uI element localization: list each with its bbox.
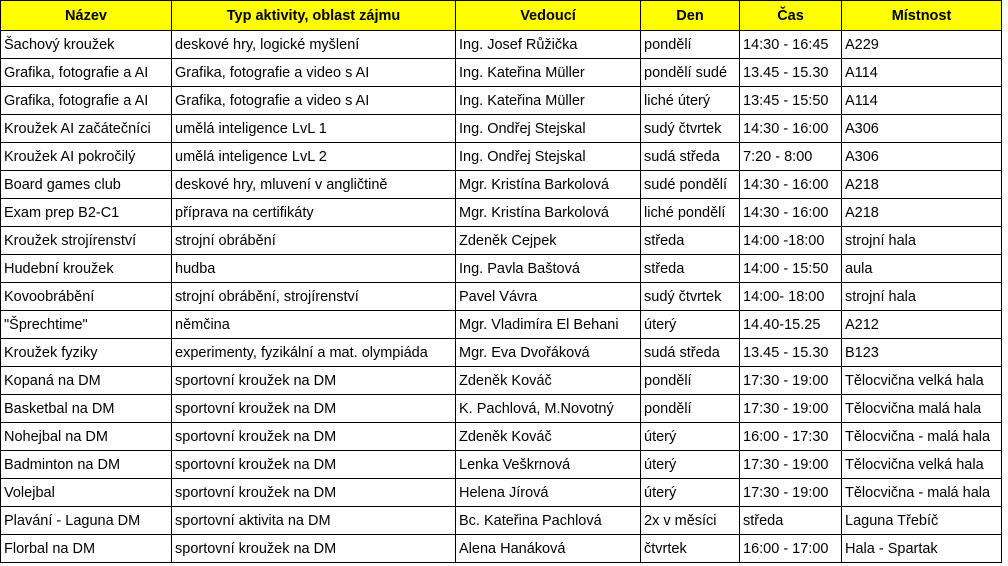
cell-den: pondělí (641, 395, 740, 423)
cell-cas: 14:30 - 16:00 (740, 199, 842, 227)
cell-den: sudé pondělí (641, 171, 740, 199)
cell-den: úterý (641, 451, 740, 479)
cell-den: liché úterý (641, 87, 740, 115)
table-row (1, 283, 1002, 311)
cell-nazev: Badminton na DM (1, 451, 172, 479)
table-row (1, 395, 1002, 423)
table-row (1, 171, 1002, 199)
cell-mistnost: Hala - Spartak (842, 535, 1002, 563)
cell-typ-aktivity: Grafika, fotografie a video s AI (172, 59, 456, 87)
cell-cas: středa (740, 507, 842, 535)
table-row (1, 59, 1002, 87)
cell-mistnost: A306 (842, 143, 1002, 171)
cell-cas: 17:30 - 19:00 (740, 451, 842, 479)
cell-nazev: Grafika, fotografie a AI (1, 87, 172, 115)
cell-den: středa (641, 255, 740, 283)
header-typ-aktivity: Typ aktivity, oblast zájmu (172, 1, 456, 31)
cell-vedouci: Mgr. Eva Dvořáková (456, 339, 641, 367)
cell-den: sudá středa (641, 339, 740, 367)
header-cas: Čas (740, 1, 842, 31)
cell-vedouci: Pavel Vávra (456, 283, 641, 311)
cell-nazev: Basketbal na DM (1, 395, 172, 423)
cell-typ-aktivity: deskové hry, logické myšlení (172, 31, 456, 59)
cell-mistnost: strojní hala (842, 283, 1002, 311)
cell-vedouci: Helena Jírová (456, 479, 641, 507)
cell-typ-aktivity: příprava na certifikáty (172, 199, 456, 227)
cell-den: liché pondělí (641, 199, 740, 227)
cell-mistnost: A306 (842, 115, 1002, 143)
cell-typ-aktivity: experimenty, fyzikální a mat. olympiáda (172, 339, 456, 367)
cell-den: pondělí (641, 31, 740, 59)
cell-mistnost: A218 (842, 199, 1002, 227)
header-mistnost: Místnost (842, 1, 1002, 31)
table-row (1, 479, 1002, 507)
cell-mistnost: aula (842, 255, 1002, 283)
cell-cas: 17:30 - 19:00 (740, 395, 842, 423)
cell-nazev: Kroužek fyziky (1, 339, 172, 367)
table-row (1, 143, 1002, 171)
header-den: Den (641, 1, 740, 31)
cell-nazev: Šachový kroužek (1, 31, 172, 59)
cell-den: pondělí (641, 367, 740, 395)
cell-vedouci: K. Pachlová, M.Novotný (456, 395, 641, 423)
cell-den: sudá středa (641, 143, 740, 171)
cell-typ-aktivity: strojní obrábění, strojírenství (172, 283, 456, 311)
cell-nazev: Kopaná na DM (1, 367, 172, 395)
cell-cas: 16:00 - 17:00 (740, 535, 842, 563)
table-row (1, 255, 1002, 283)
table-row (1, 227, 1002, 255)
cell-typ-aktivity: Grafika, fotografie a video s AI (172, 87, 456, 115)
cell-cas: 14:30 - 16:45 (740, 31, 842, 59)
cell-den: úterý (641, 479, 740, 507)
cell-mistnost: A218 (842, 171, 1002, 199)
cell-cas: 17:30 - 19:00 (740, 367, 842, 395)
cell-typ-aktivity: deskové hry, mluvení v angličtině (172, 171, 456, 199)
cell-den: sudý čtvrtek (641, 283, 740, 311)
cell-mistnost: A229 (842, 31, 1002, 59)
cell-vedouci: Lenka Veškrnová (456, 451, 641, 479)
cell-cas: 14.40-15.25 (740, 311, 842, 339)
cell-typ-aktivity: strojní obrábění (172, 227, 456, 255)
cell-mistnost: B123 (842, 339, 1002, 367)
cell-typ-aktivity: umělá inteligence LvL 2 (172, 143, 456, 171)
cell-vedouci: Zdeněk Cejpek (456, 227, 641, 255)
cell-cas: 16:00 - 17:30 (740, 423, 842, 451)
cell-mistnost: Laguna Třebíč (842, 507, 1002, 535)
cell-vedouci: Mgr. Kristína Barkolová (456, 199, 641, 227)
cell-nazev: "Šprechtime" (1, 311, 172, 339)
cell-nazev: Kroužek strojírenství (1, 227, 172, 255)
cell-mistnost: Tělocvična velká hala (842, 367, 1002, 395)
cell-nazev: Florbal na DM (1, 535, 172, 563)
table-row (1, 115, 1002, 143)
cell-nazev: Hudební kroužek (1, 255, 172, 283)
cell-vedouci: Ing. Kateřina Müller (456, 87, 641, 115)
cell-typ-aktivity: sportovní aktivita na DM (172, 507, 456, 535)
cell-mistnost: A212 (842, 311, 1002, 339)
cell-cas: 14:00 - 15:50 (740, 255, 842, 283)
table-row (1, 507, 1002, 535)
header-nazev: Název (1, 1, 172, 31)
cell-nazev: Plavání - Laguna DM (1, 507, 172, 535)
cell-cas: 17:30 - 19:00 (740, 479, 842, 507)
cell-nazev: Exam prep B2-C1 (1, 199, 172, 227)
cell-vedouci: Ing. Pavla Baštová (456, 255, 641, 283)
cell-den: pondělí sudé (641, 59, 740, 87)
cell-typ-aktivity: hudba (172, 255, 456, 283)
cell-den: úterý (641, 311, 740, 339)
cell-nazev: Kroužek AI pokročilý (1, 143, 172, 171)
cell-cas: 14:30 - 16:00 (740, 171, 842, 199)
cell-cas: 14:00 -18:00 (740, 227, 842, 255)
cell-nazev: Volejbal (1, 479, 172, 507)
cell-typ-aktivity: sportovní kroužek na DM (172, 479, 456, 507)
cell-typ-aktivity: sportovní kroužek na DM (172, 367, 456, 395)
cell-cas: 14:30 - 16:00 (740, 115, 842, 143)
cell-typ-aktivity: sportovní kroužek na DM (172, 535, 456, 563)
cell-den: úterý (641, 423, 740, 451)
cell-vedouci: Ing. Ondřej Stejskal (456, 143, 641, 171)
cell-cas: 13.45 - 15.30 (740, 59, 842, 87)
cell-cas: 13:45 - 15:50 (740, 87, 842, 115)
cell-vedouci: Ing. Ondřej Stejskal (456, 115, 641, 143)
cell-nazev: Kovoobrábění (1, 283, 172, 311)
cell-mistnost: Tělocvična velká hala (842, 451, 1002, 479)
cell-vedouci: Ing. Kateřina Müller (456, 59, 641, 87)
table-row (1, 199, 1002, 227)
cell-cas: 14:00- 18:00 (740, 283, 842, 311)
cell-vedouci: Ing. Josef Růžička (456, 31, 641, 59)
cell-nazev: Grafika, fotografie a AI (1, 59, 172, 87)
cell-nazev: Board games club (1, 171, 172, 199)
cell-mistnost: A114 (842, 59, 1002, 87)
cell-den: středa (641, 227, 740, 255)
table-body (1, 31, 1002, 563)
cell-den: 2x v měsíci (641, 507, 740, 535)
table-row (1, 367, 1002, 395)
table-row (1, 31, 1002, 59)
cell-typ-aktivity: sportovní kroužek na DM (172, 423, 456, 451)
table-row (1, 311, 1002, 339)
cell-mistnost: Tělocvična malá hala (842, 395, 1002, 423)
cell-mistnost: Tělocvična - malá hala (842, 423, 1002, 451)
cell-vedouci: Zdeněk Kováč (456, 423, 641, 451)
cell-den: sudý čtvrtek (641, 115, 740, 143)
cell-typ-aktivity: sportovní kroužek na DM (172, 395, 456, 423)
table-row (1, 423, 1002, 451)
header-vedouci: Vedoucí (456, 1, 641, 31)
cell-mistnost: A114 (842, 87, 1002, 115)
table-row (1, 535, 1002, 563)
cell-vedouci: Bc. Kateřina Pachlová (456, 507, 641, 535)
cell-cas: 7:20 - 8:00 (740, 143, 842, 171)
cell-mistnost: Tělocvična - malá hala (842, 479, 1002, 507)
cell-nazev: Nohejbal na DM (1, 423, 172, 451)
cell-vedouci: Mgr. Kristína Barkolová (456, 171, 641, 199)
table-row (1, 339, 1002, 367)
header-row (1, 1, 1002, 31)
cell-vedouci: Mgr. Vladimíra El Behani (456, 311, 641, 339)
cell-nazev: Kroužek AI začátečníci (1, 115, 172, 143)
cell-vedouci: Zdeněk Kováč (456, 367, 641, 395)
table-row (1, 87, 1002, 115)
table-row (1, 451, 1002, 479)
cell-den: čtvrtek (641, 535, 740, 563)
cell-typ-aktivity: sportovní kroužek na DM (172, 451, 456, 479)
cell-mistnost: strojní hala (842, 227, 1002, 255)
cell-typ-aktivity: němčina (172, 311, 456, 339)
cell-typ-aktivity: umělá inteligence LvL 1 (172, 115, 456, 143)
cell-cas: 13.45 - 15.30 (740, 339, 842, 367)
cell-vedouci: Alena Hanáková (456, 535, 641, 563)
